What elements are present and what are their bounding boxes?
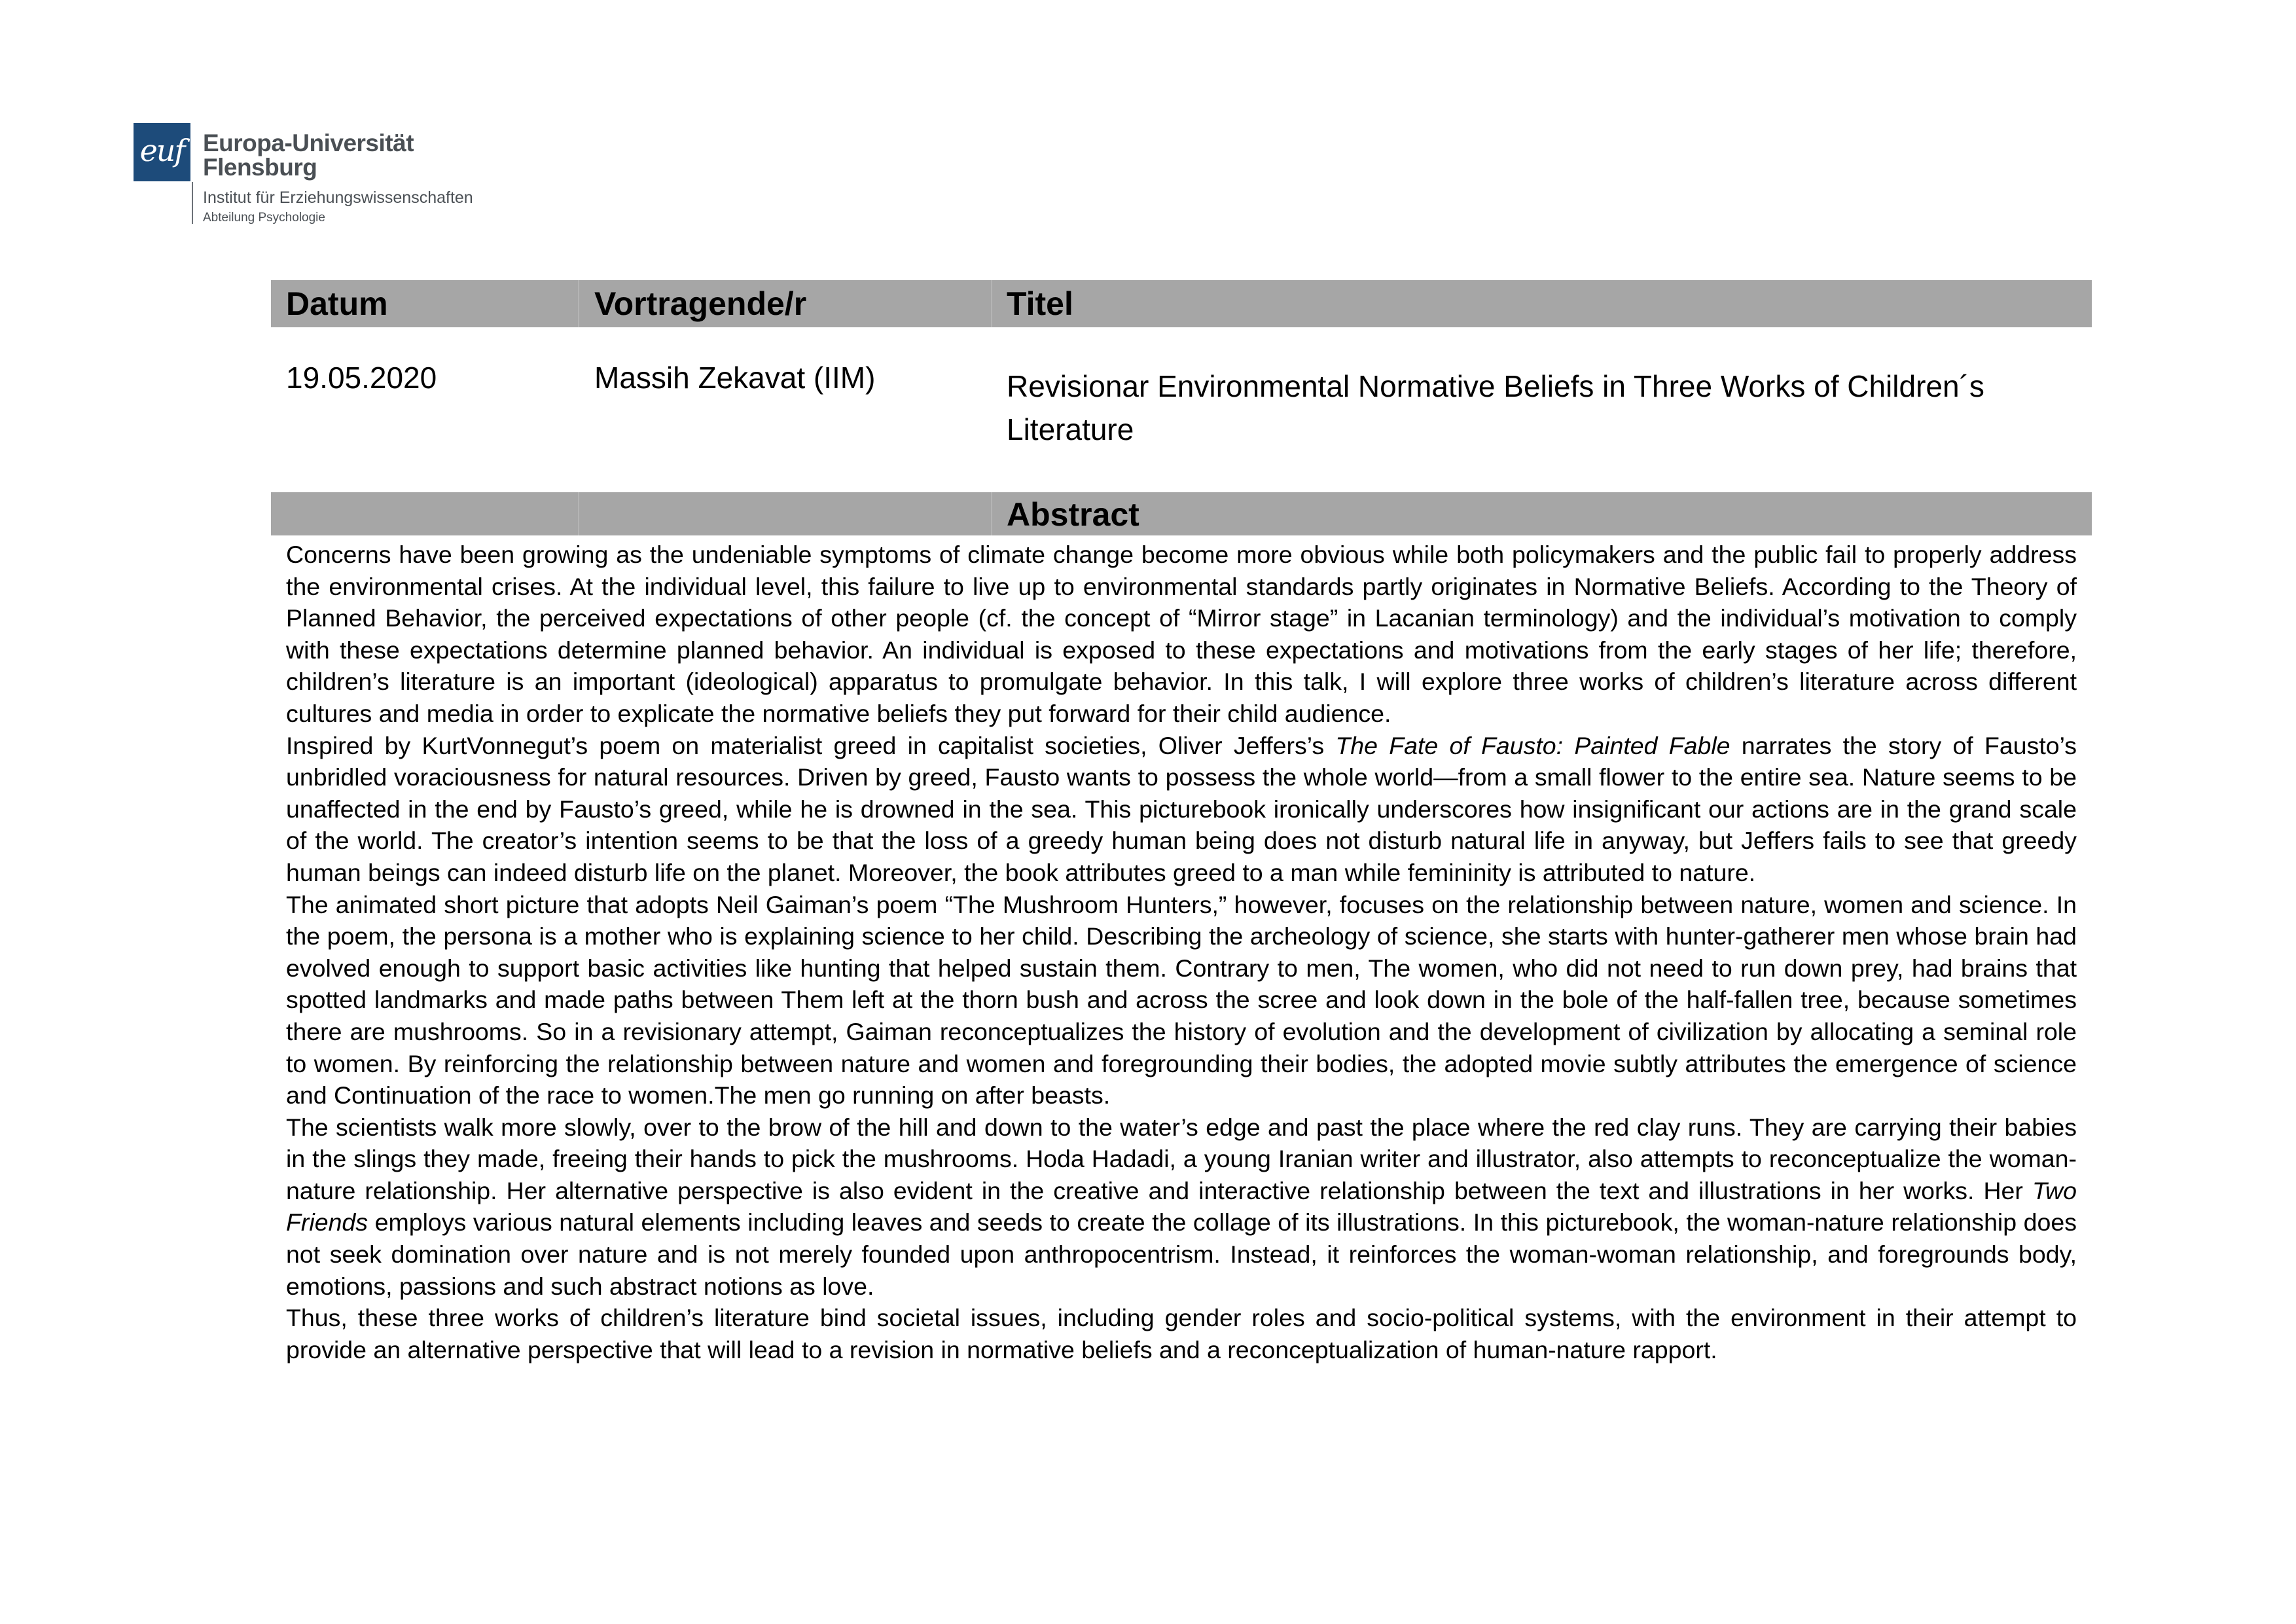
paragraph-2-text-a: Inspired by KurtVonnegut’s poem on materialist greed in capitalist societies, Oliver Jeffers’s <box>286 731 1336 759</box>
header-title: Titel <box>1007 285 1073 322</box>
department-name: Abteilung Psychologie <box>203 211 325 225</box>
column-divider <box>578 280 579 327</box>
university-name-line2: Flensburg <box>203 154 317 181</box>
university-name <box>203 131 414 179</box>
institute-name: Institut für Erziehungswissenschaften <box>203 189 473 207</box>
talk-speaker: Massih Zekavat (IIM) <box>594 361 876 395</box>
paragraph-4-text-a: The scientists walk more slowly, over to the brow of the hill and down to the water’s edge and past the place where the red clay runs. They are carrying their babies in the slings they made, freeing their hands to pick the mushrooms. Hoda Hadadi, a young Iranian writer and illustrator, also attempts to reconceptualize the woman-nature relationship. Her alternative perspective is also evident in the creative and interactive relationship between the text and illustrations in her works. Her <box>286 1113 2077 1204</box>
column-divider <box>991 492 992 535</box>
euf-logo-mark: euf <box>134 123 190 181</box>
column-divider <box>578 492 579 535</box>
abstract-paragraph-2 <box>286 730 2077 889</box>
abstract-heading: Abstract <box>1007 496 1139 533</box>
abstract-paragraph-3: The animated short picture that adopts Neil Gaiman’s poem “The Mushroom Hunters,” however, focuses on the relationship between nature, women and science. In the poem, the persona is a mother who is explaining science to her child. Describing the archeology of science, she starts with hunter-gatherer men whose brain had evolved enough to support basic activities like hunting that helped sustain them. Contrary to men, The women, who did not need to run down prey, had brains that spotted landmarks and made paths between Them left at the thorn bush and across the scree and look down in the bole of the half-fallen tree, because sometimes there are mushrooms. So in a revisionary attempt, Gaiman reconceptualizes the history of evolution and the development of civilization by allocating a seminal role to women. By reinforcing the relationship between nature and women and foregrounding their bodies, the adopted movie subtly attributes the emergence of science and Continuation of the race to women.The men go running on after beasts. <box>286 890 2077 1110</box>
abstract-paragraph-5: Thus, these three works of children’s literature bind societal issues, including gender roles and socio-political systems, with the environment in their attempt to provide an alternative perspective that will lead to a revision in normative beliefs and a reconceptualization of human-nature rapport. <box>286 1304 2077 1363</box>
paragraph-2-text-b: narrates the story of Fausto’s unbridled voraciousness for natural resources. Driven by greed, Fausto wants to possess the whole world—from a small flower to the entire sea. Nature seems to be unaffected in the end by Fausto’s greed, while he is drowned in the sea. This picturebook ironically underscores how insignificant our actions are in the grand scale of the world. The creator’s intention seems to be that the loss of a greedy human being does not disturb natural life in anyway, but Jeffers fails to see that greedy human beings can indeed disturb life on the planet. Moreover, the book attributes greed to a man while femininity is attributed to nature. <box>286 731 2077 886</box>
book-title-fate-of-fausto: The Fate of Fausto: Painted Fable <box>1335 731 1731 759</box>
header-speaker: Vortragende/r <box>594 285 807 322</box>
abstract-paragraph-4 <box>286 1111 2077 1303</box>
header-date: Datum <box>286 285 388 322</box>
abstract-paragraph-1: Concerns have been growing as the undeniable symptoms of climate change become more obvious while both policymakers and the public fail to properly address the environmental crises. At the individual level, this failure to live up to environmental standards partly originates in Normative Beliefs. According to the Theory of Planned Behavior, the perceived expectations of other people (cf. the concept of “Mirror stage” in Lacanian terminology) and the individual’s motivation to comply with these expectations determine planned behavior. An individual is exposed to these expectations and motivations from the early stages of her life; therefore, children’s literature is an important (ideological) apparatus to promulgate behavior. In this talk, I will explore three works of children’s literature across different cultures and media in order to explicate the normative beliefs they put forward for their child audience. <box>286 541 2077 727</box>
talk-title-line1: Revisionar Environmental Normative Beliefs in Three Works of Children´s <box>1007 369 1984 403</box>
abstract-header <box>271 492 2092 535</box>
table-header <box>271 280 2092 327</box>
abstract-body <box>286 539 2077 1365</box>
talk-date: 19.05.2020 <box>286 361 437 395</box>
university-logo <box>134 123 500 234</box>
book-title-two-friends: Two Friends <box>286 1176 2077 1236</box>
column-divider <box>991 280 992 327</box>
logo-divider <box>192 182 193 224</box>
paragraph-4-text-b: employs various natural elements including leaves and seeds to create the collage of its illustrations. In this picturebook, the woman-nature relationship does not seek domination over nature and is not merely founded upon anthropocentrism. Instead, it reinforces the woman-woman relationship, and foregrounds body, emotions, passions and such abstract notions as love. <box>286 1208 2077 1300</box>
talk-title-line2: Literature <box>1007 412 1134 446</box>
university-name-line1: Europa-Universität <box>203 130 414 156</box>
